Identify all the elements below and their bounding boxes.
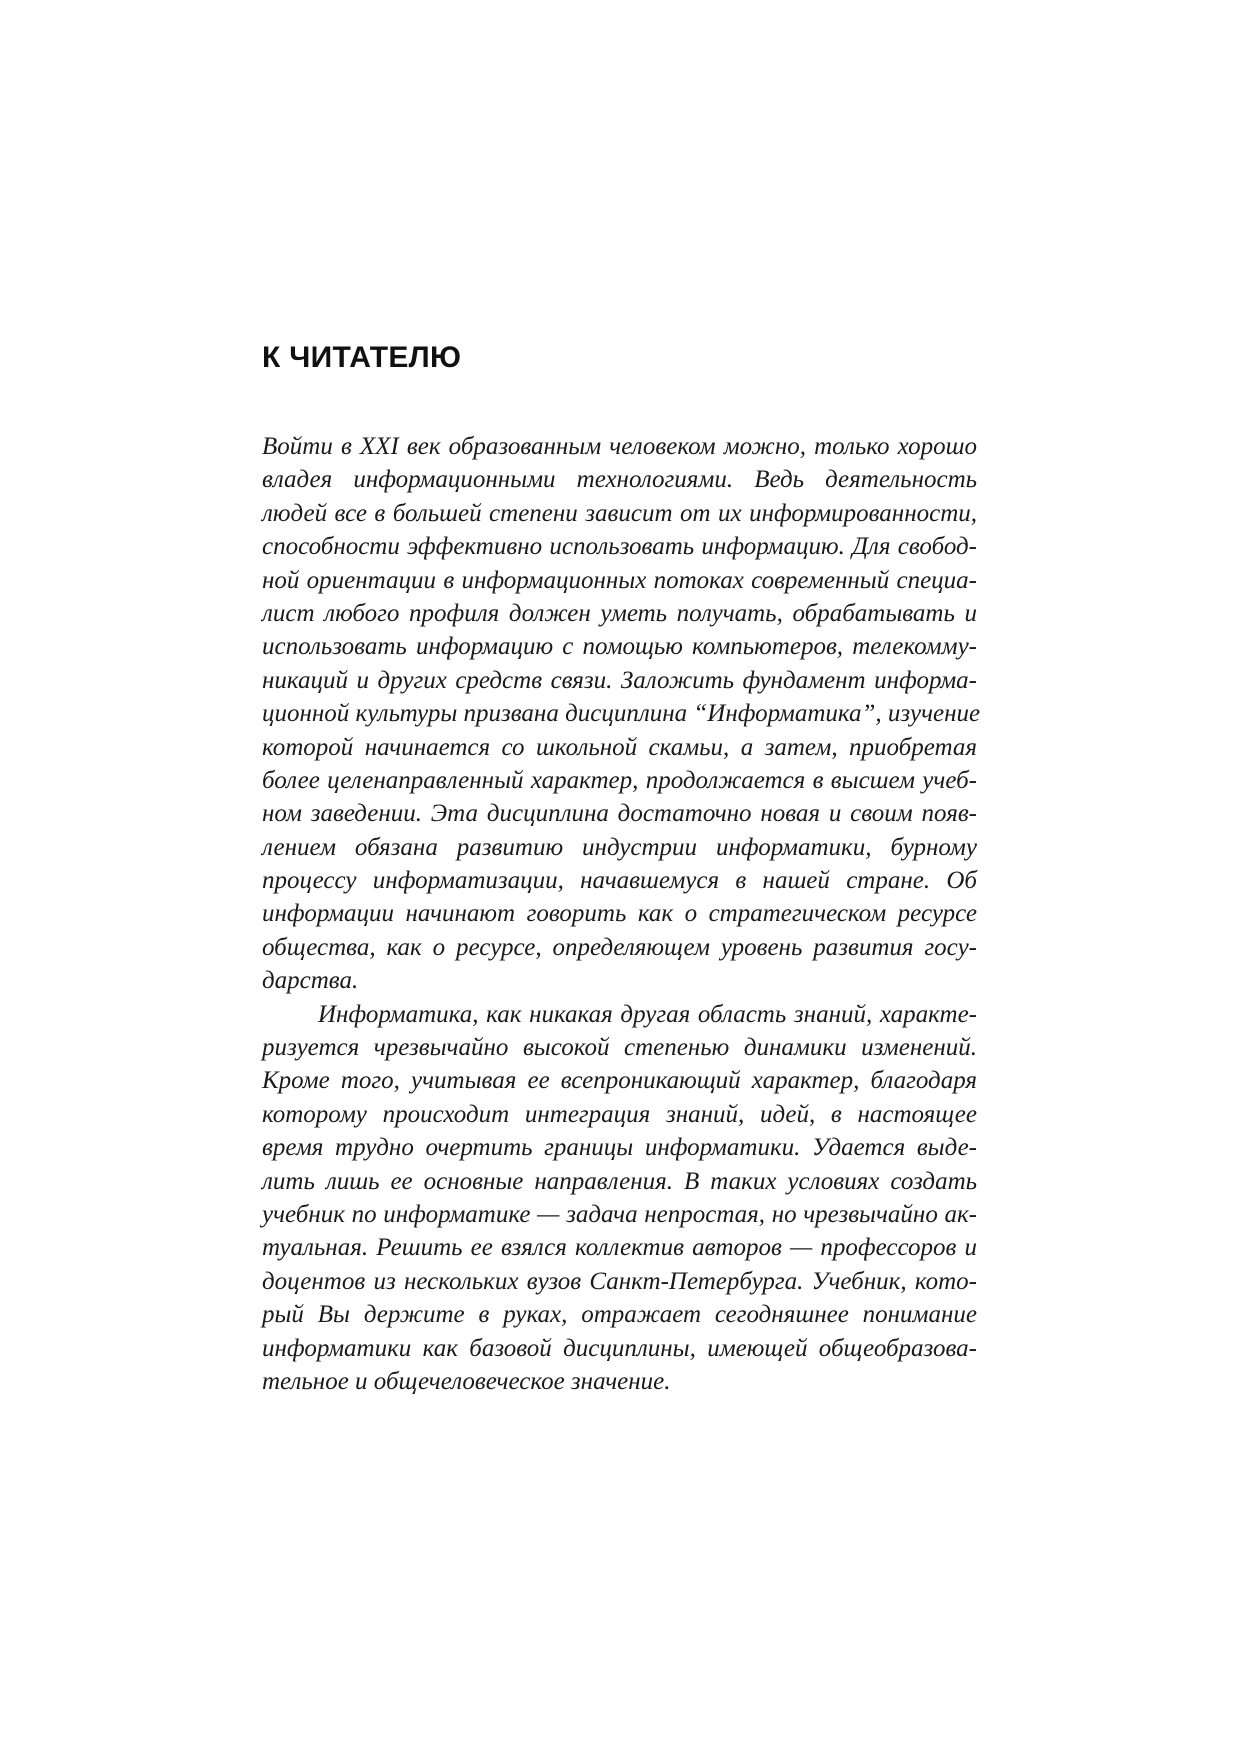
text-line: лить лишь ее основные направления. В таких условиях создать [262,1167,977,1195]
text-line: информации начинают говорить как о стратегическом ресурсе [262,900,977,928]
text-line: туальная. Решить ее взялся коллектив авторов — профессоров и [262,1234,977,1262]
text-line: дарства. [262,967,359,995]
text-line: ной ориентации в информационных потоках современный специа- [262,566,977,594]
text-line: более целенаправленный характер, продолжается в высшем учеб- [262,766,977,794]
page-title: К ЧИТАТЕЛЮ [262,341,462,374]
text-line: способности эффективно использовать информацию. Для свобод- [262,533,977,561]
text-line: людей все в большей степени зависит от их информированности, [262,499,977,527]
text-line: использовать информацию с помощью компьютеров, телекомму- [262,633,977,661]
text-line: общества, как о ресурсе, определяющем уровень развития госу- [262,933,977,961]
text-line: Кроме того, учитывая ее всепроникающий характер, благодаря [262,1067,977,1095]
text-line: которому происходит интеграция знаний, идей, в настоящее [262,1100,977,1128]
text-line: процессу информатизации, начавшемуся в нашей стране. Об [262,867,977,895]
text-line: ционной культуры призвана дисциплина “Информатика”, изучение [262,700,981,728]
text-line: владея информационными технологиями. Ведь деятельность [262,466,977,494]
text-line: тельное и общечеловеческое значение. [262,1367,671,1395]
text-line: ризуется чрезвычайно высокой степенью динамики изменений. [262,1034,977,1062]
paragraph-2 [262,998,977,1399]
paragraph-1 [262,430,981,998]
text-line: учебник по информатике — задача непростая, но чрезвычайно ак- [262,1200,977,1228]
text-line: лист любого профиля должен уметь получать, обрабатывать и [262,599,977,627]
text-line: время трудно очертить границы информатики. Удается выде- [262,1134,977,1162]
text-line: ном заведении. Эта дисциплина достаточно новая и своим появ- [262,800,977,828]
text-line: лением обязана развитию индустрии информатики, бурному [262,833,977,861]
text-line: Информатика, как никакая другая область знаний, характе- [318,1000,977,1028]
text-line: Войти в XXI век образованным человеком можно, только хорошо [262,433,977,460]
text-line: доцентов из нескольких вузов Санкт-Петербурга. Учебник, кото- [262,1267,977,1295]
body-text [262,430,981,1398]
text-line: рый Вы держите в руках, отражает сегодняшнее понимание [262,1301,977,1329]
text-line: информатики как базовой дисциплины, имеющей общеобразова- [262,1334,977,1362]
text-line: никаций и других средств связи. Заложить фундамент информа- [262,666,977,694]
text-line: которой начинается со школьной скамьи, а затем, приобретая [262,733,977,761]
